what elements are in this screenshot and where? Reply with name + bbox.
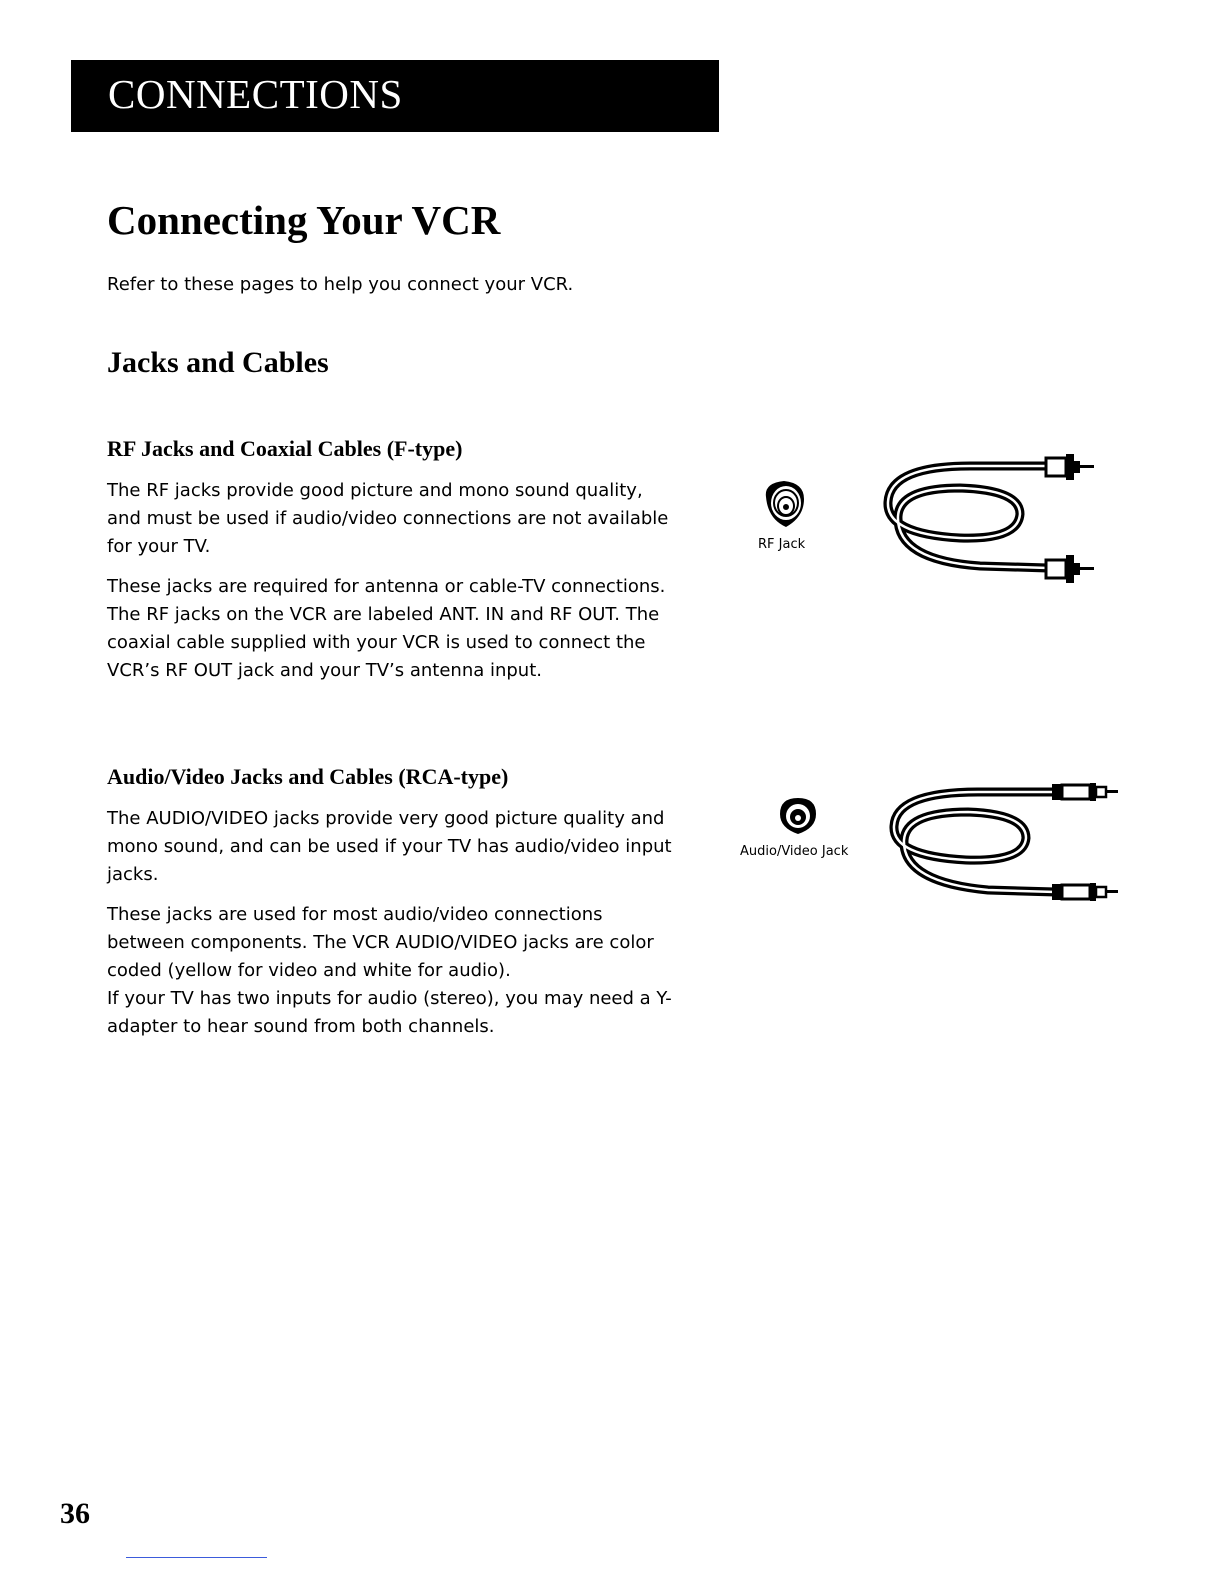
av-paragraph-1 — [107, 805, 707, 889]
av-jack-caption: Audio/Video Jack — [740, 844, 849, 859]
av-jack-icon — [776, 796, 820, 836]
text-line: coded (yellow for video and white for audio). — [107, 960, 511, 981]
av-heading: Audio/Video Jacks and Cables (RCA-type) — [107, 764, 509, 789]
footer-rule — [126, 1557, 267, 1558]
text-line: The AUDIO/VIDEO jacks provide very good picture quality and — [107, 808, 665, 829]
rf-jack-caption: RF Jack — [758, 537, 806, 552]
text-line: coaxial cable supplied with your VCR is used to connect the — [107, 632, 646, 653]
rf-paragraph-2 — [107, 573, 707, 685]
coaxial-cable-icon — [880, 452, 1100, 592]
page-number: 36 — [60, 1497, 90, 1530]
text-line: These jacks are used for most audio/video connections — [107, 904, 603, 925]
section-banner — [71, 60, 719, 132]
section-title: Jacks and Cables — [107, 346, 329, 379]
rf-jack-icon — [760, 477, 810, 532]
intro-text: Refer to these pages to help you connect your VCR. — [107, 274, 574, 295]
text-line: If your TV has two inputs for audio (stereo), you may need a Y- — [107, 988, 672, 1009]
page-title: Connecting Your VCR — [107, 197, 501, 243]
text-line: between components. The VCR AUDIO/VIDEO jacks are color — [107, 932, 654, 953]
text-line: adapter to hear sound from both channels. — [107, 1016, 495, 1037]
text-line: These jacks are required for antenna or cable-TV connections. — [107, 576, 666, 597]
text-line: The RF jacks provide good picture and mono sound quality, — [107, 480, 643, 501]
banner-title: CONNECTIONS — [108, 71, 403, 117]
text-line: for your TV. — [107, 536, 211, 557]
av-paragraph-2 — [107, 901, 707, 1041]
text-line: and must be used if audio/video connections are not available — [107, 508, 669, 529]
rf-heading: RF Jacks and Coaxial Cables (F-type) — [107, 436, 463, 461]
text-line: jacks. — [107, 864, 159, 885]
text-line: VCR’s RF OUT jack and your TV’s antenna input. — [107, 660, 542, 681]
text-line: mono sound, and can be used if your TV has audio/video input — [107, 836, 672, 857]
rca-cable-icon — [888, 778, 1123, 913]
rf-paragraph-1 — [107, 477, 707, 561]
text-line: The RF jacks on the VCR are labeled ANT. IN and RF OUT. The — [107, 604, 660, 625]
